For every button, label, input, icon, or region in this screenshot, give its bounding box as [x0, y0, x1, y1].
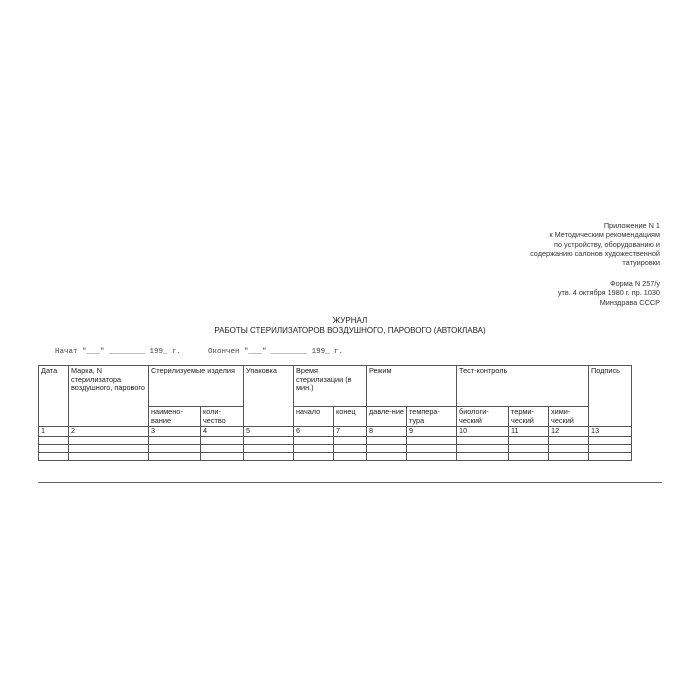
column-number: 3: [149, 427, 201, 437]
header-time: Время стерилизации (в мин.): [294, 366, 367, 407]
form-number: Форма N 257/у: [610, 279, 660, 288]
form-info: [500, 279, 660, 307]
column-number: 4: [201, 427, 244, 437]
table-row: [39, 452, 632, 460]
header-test-thermal: терми-ческий: [509, 407, 549, 427]
column-numbers-row: [39, 427, 632, 437]
header-mode-temp: темпера-тура: [407, 407, 457, 427]
appendix-line: Приложение N 1: [603, 221, 660, 230]
header-test: Тест-контроль: [457, 366, 589, 407]
appendix-line: по устройству, оборудованию и: [554, 239, 660, 249]
journal-table: [38, 365, 632, 461]
appendix-note: [480, 221, 660, 267]
column-number: 13: [589, 427, 632, 437]
column-number: 7: [334, 427, 367, 437]
header-time-end: конец: [334, 407, 367, 427]
header-time-start: начало: [294, 407, 334, 427]
table-row: [39, 436, 632, 444]
header-packing: Упаковка: [244, 366, 294, 427]
header-signature: Подпись: [589, 366, 632, 427]
header-mode-pressure: давле-ние: [367, 407, 407, 427]
column-number: 11: [509, 427, 549, 437]
header-date: Дата: [39, 366, 69, 427]
column-number: 9: [407, 427, 457, 437]
start-date: Начат "___" ________ 199_ г.: [55, 348, 182, 356]
form-approval: утв. 4 октября 1980 г. пр. 1030: [557, 288, 660, 298]
title-line-2: РАБОТЫ СТЕРИЛИЗАТОРОВ ВОЗДУШНОГО, ПАРОВОГО (АВТОКЛАВА): [214, 325, 486, 335]
header-brand: Марка, N стерилизатора воздушного, парового: [69, 366, 149, 427]
column-number: 5: [244, 427, 294, 437]
header-items-qty: коли-чество: [201, 407, 244, 427]
header-items: Стерилизуемые изделия: [149, 366, 244, 407]
column-number: 1: [39, 427, 69, 437]
end-date: Окончен "___" ________ 199_ г.: [208, 348, 344, 356]
journal-dates: [55, 348, 455, 356]
document-title: [150, 316, 550, 335]
header-test-bio: биологи-ческий: [457, 407, 509, 427]
header-items-name: наимено-вание: [149, 407, 201, 427]
header-mode: Режим: [367, 366, 457, 407]
bottom-divider: [38, 482, 662, 483]
column-number: 8: [367, 427, 407, 437]
form-ministry: Минздрава СССР: [599, 297, 660, 307]
appendix-line: содержанию салонов художественной: [530, 248, 660, 258]
appendix-line: к Методическим рекомендациям: [549, 230, 660, 240]
header-test-chem: хими-ческий: [549, 407, 589, 427]
column-number: 6: [294, 427, 334, 437]
appendix-line: татуировки: [622, 258, 660, 268]
column-number: 10: [457, 427, 509, 437]
column-number: 2: [69, 427, 149, 437]
column-number: 12: [549, 427, 589, 437]
title-line-1: ЖУРНАЛ: [332, 316, 368, 325]
table-row: [39, 444, 632, 452]
